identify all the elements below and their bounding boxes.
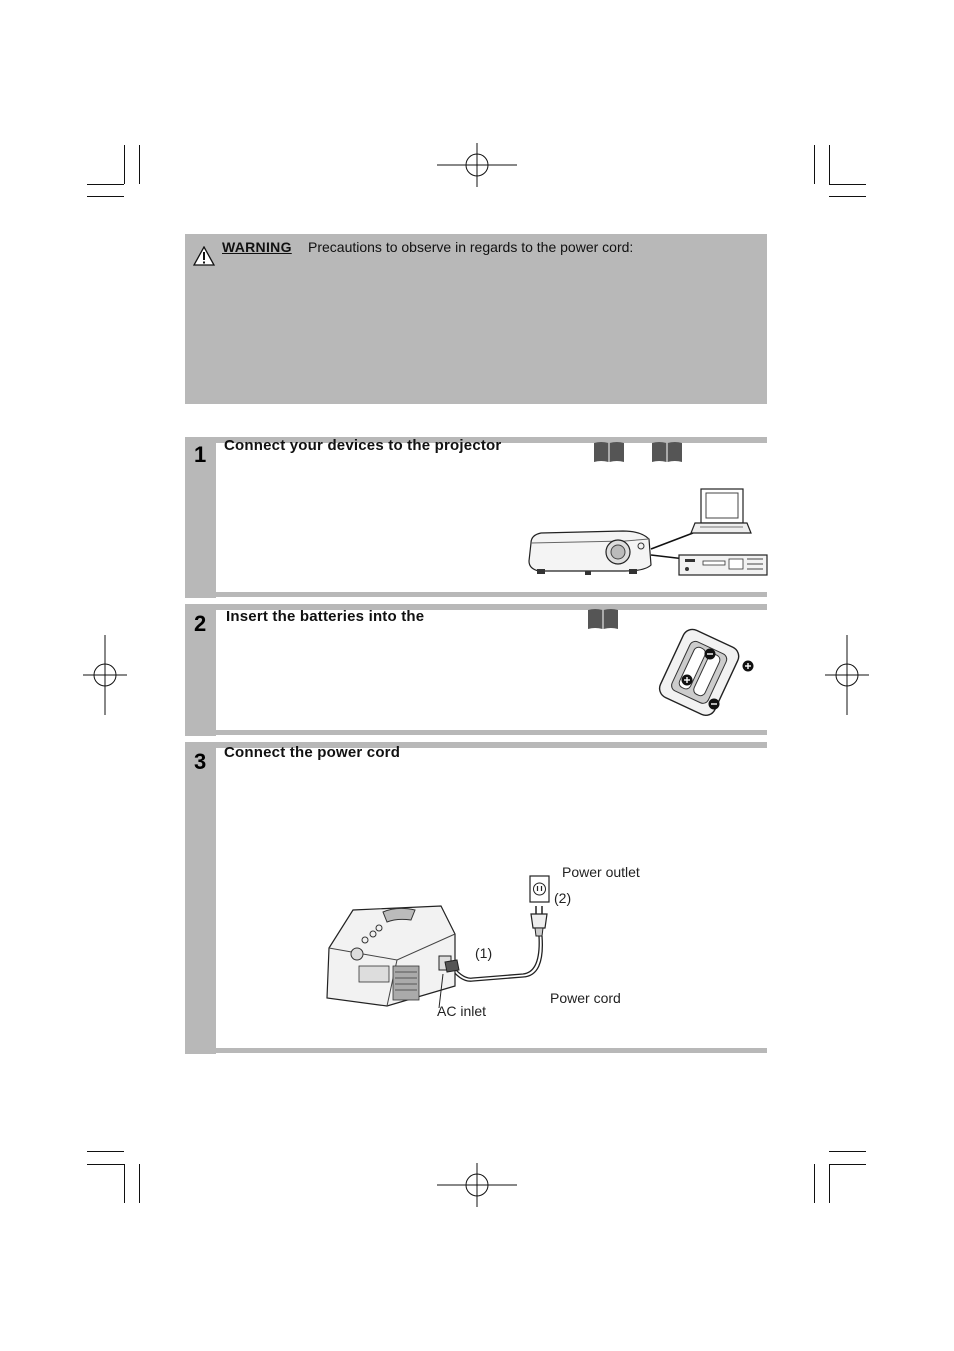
ac-inlet-label: AC inlet — [437, 1003, 487, 1019]
step-number: 2 — [194, 611, 207, 636]
power-cord-label: Power cord — [550, 990, 621, 1006]
step-2-panel — [185, 604, 767, 736]
warning-label: WARNING — [222, 239, 292, 255]
step-title: Connect the power cord — [224, 744, 401, 761]
step-3-panel — [185, 742, 767, 1054]
registration-mark-bottom — [437, 1163, 517, 1207]
book-icon — [593, 441, 625, 462]
step-title: Insert the batteries into the — [226, 608, 425, 625]
step-one-label: (1) — [475, 945, 493, 961]
warning-box — [185, 234, 767, 404]
power-connection-illustration — [323, 862, 563, 1012]
power-outlet-label: Power outlet — [562, 864, 640, 880]
remote-control-illustration — [653, 628, 757, 720]
warning-triangle-icon — [193, 246, 215, 266]
registration-mark-top — [437, 143, 517, 187]
step-1-panel — [185, 437, 767, 598]
book-icon — [587, 608, 619, 629]
projector-illustration — [525, 485, 770, 585]
step-number: 3 — [194, 749, 207, 774]
book-icon — [651, 441, 683, 462]
registration-mark-left — [83, 635, 127, 715]
step-number: 1 — [194, 442, 207, 467]
warning-text: Precautions to observe in regards to the power cord: — [308, 239, 634, 255]
registration-mark-right — [825, 635, 869, 715]
step-two-label: (2) — [554, 890, 572, 906]
step-title: Connect your devices to the projector — [224, 437, 502, 454]
